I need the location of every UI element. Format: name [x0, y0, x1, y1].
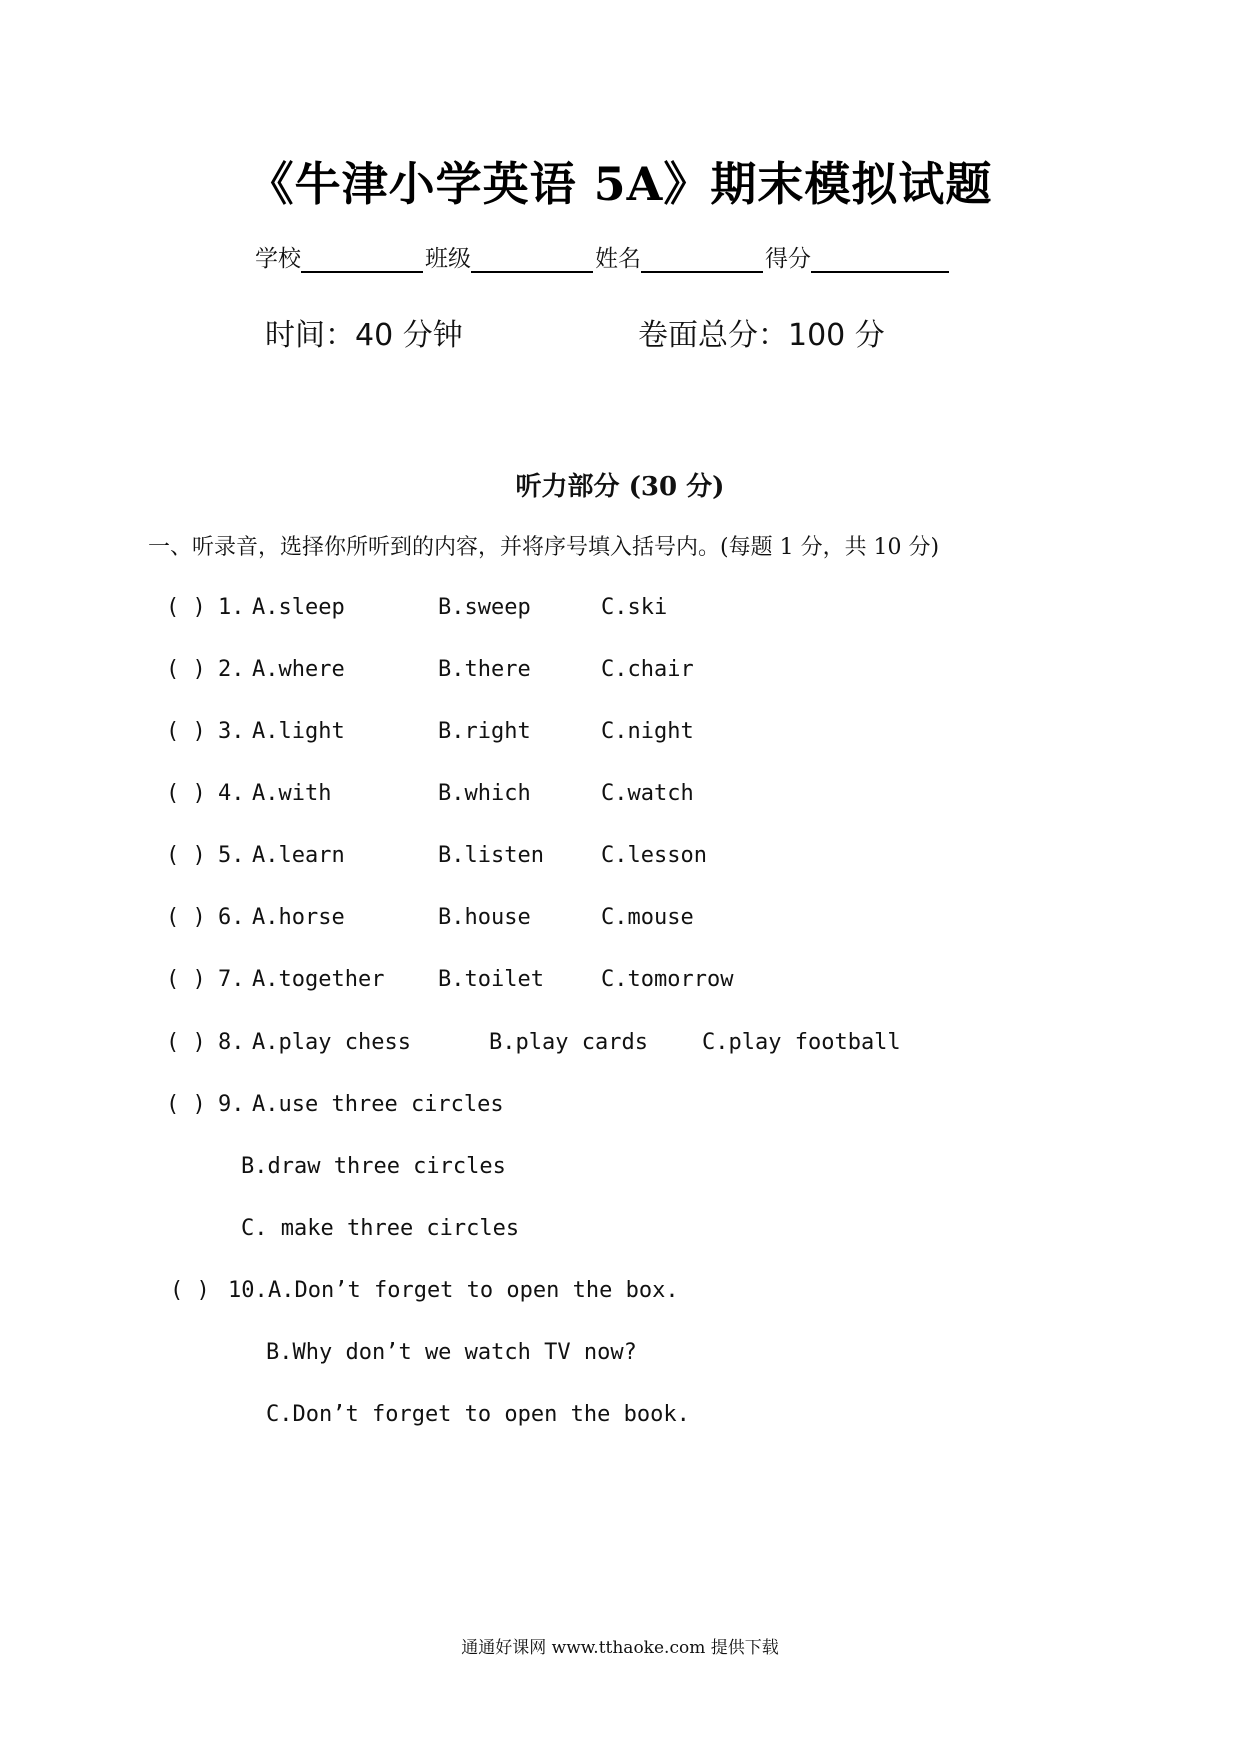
option-c: C.Don’t forget to open the book.: [266, 1402, 690, 1427]
option-c: C.night: [601, 719, 694, 744]
answer-blank: ( ): [166, 967, 206, 992]
time-text: 时间：40 分钟: [265, 318, 463, 353]
answer-blank: ( ): [166, 1030, 206, 1055]
option-a: A.where: [252, 657, 345, 682]
option-b: B.which: [438, 781, 531, 806]
instruction-text: 一、听录音，选择你所听到的内容，并将序号填入括号内。(每题 1 分，共 10 分): [148, 535, 940, 560]
option-c: C.lesson: [601, 843, 707, 868]
option-b: B.sweep: [438, 595, 531, 620]
question-number: 2.: [218, 657, 245, 682]
question-number: 5.: [218, 843, 245, 868]
footer-source-text: 通通好课网 www.tthaoke.com 提供下载: [461, 1638, 779, 1658]
listening-section-title: 听力部分 (30 分): [515, 472, 725, 502]
answer-blank: ( ): [166, 843, 206, 868]
answer-blank: ( ): [166, 595, 206, 620]
option-a: A.horse: [252, 905, 345, 930]
option-a: A.learn: [252, 843, 345, 868]
class-blank: [471, 245, 593, 273]
option-a: A.play chess: [252, 1030, 411, 1055]
option-b: B.draw three circles: [241, 1154, 506, 1179]
name-label: 姓名: [595, 246, 641, 272]
question-number: 8.: [218, 1030, 245, 1055]
school-blank: [301, 245, 423, 273]
question-number: 10.: [228, 1278, 268, 1303]
student-info-row: [255, 240, 951, 273]
question-number: 4.: [218, 781, 245, 806]
class-label: 班级: [425, 246, 471, 272]
score-label: 得分: [765, 246, 811, 272]
question-number: 3.: [218, 719, 245, 744]
answer-blank: ( ): [166, 719, 206, 744]
option-c: C.mouse: [601, 905, 694, 930]
question-number: 6.: [218, 905, 245, 930]
school-label: 学校: [255, 246, 301, 272]
option-a: A.sleep: [252, 595, 345, 620]
total-score-text: 卷面总分：100 分: [638, 318, 885, 353]
option-a: A.light: [252, 719, 345, 744]
option-b: B.toilet: [438, 967, 544, 992]
option-c: C.ski: [601, 595, 668, 620]
name-blank: [641, 245, 763, 273]
answer-blank: ( ): [166, 905, 206, 930]
option-c: C.tomorrow: [601, 967, 734, 992]
option-b: B.right: [438, 719, 531, 744]
answer-blank: ( ): [166, 657, 206, 682]
score-blank: [811, 245, 949, 273]
option-a: A.use three circles: [252, 1092, 504, 1117]
option-b: B.there: [438, 657, 531, 682]
option-c: C.chair: [601, 657, 694, 682]
option-a: A.Don’t forget to open the box.: [268, 1278, 679, 1303]
question-number: 7.: [218, 967, 245, 992]
answer-blank: ( ): [170, 1278, 210, 1303]
option-b: B.listen: [438, 843, 544, 868]
exam-title: 《牛津小学英语 5A》期末模拟试题: [247, 157, 993, 211]
answer-blank: ( ): [166, 1092, 206, 1117]
option-a: A.together: [252, 967, 385, 992]
option-b: B.house: [438, 905, 531, 930]
question-number: 9.: [218, 1092, 245, 1117]
option-a: A.with: [252, 781, 332, 806]
option-c: C.play football: [702, 1030, 901, 1055]
question-number: 1.: [218, 595, 245, 620]
option-b: B.play cards: [489, 1030, 648, 1055]
option-c: C.watch: [601, 781, 694, 806]
answer-blank: ( ): [166, 781, 206, 806]
option-b: B.Why don’t we watch TV now?: [266, 1340, 637, 1365]
option-c: C. make three circles: [241, 1216, 520, 1241]
